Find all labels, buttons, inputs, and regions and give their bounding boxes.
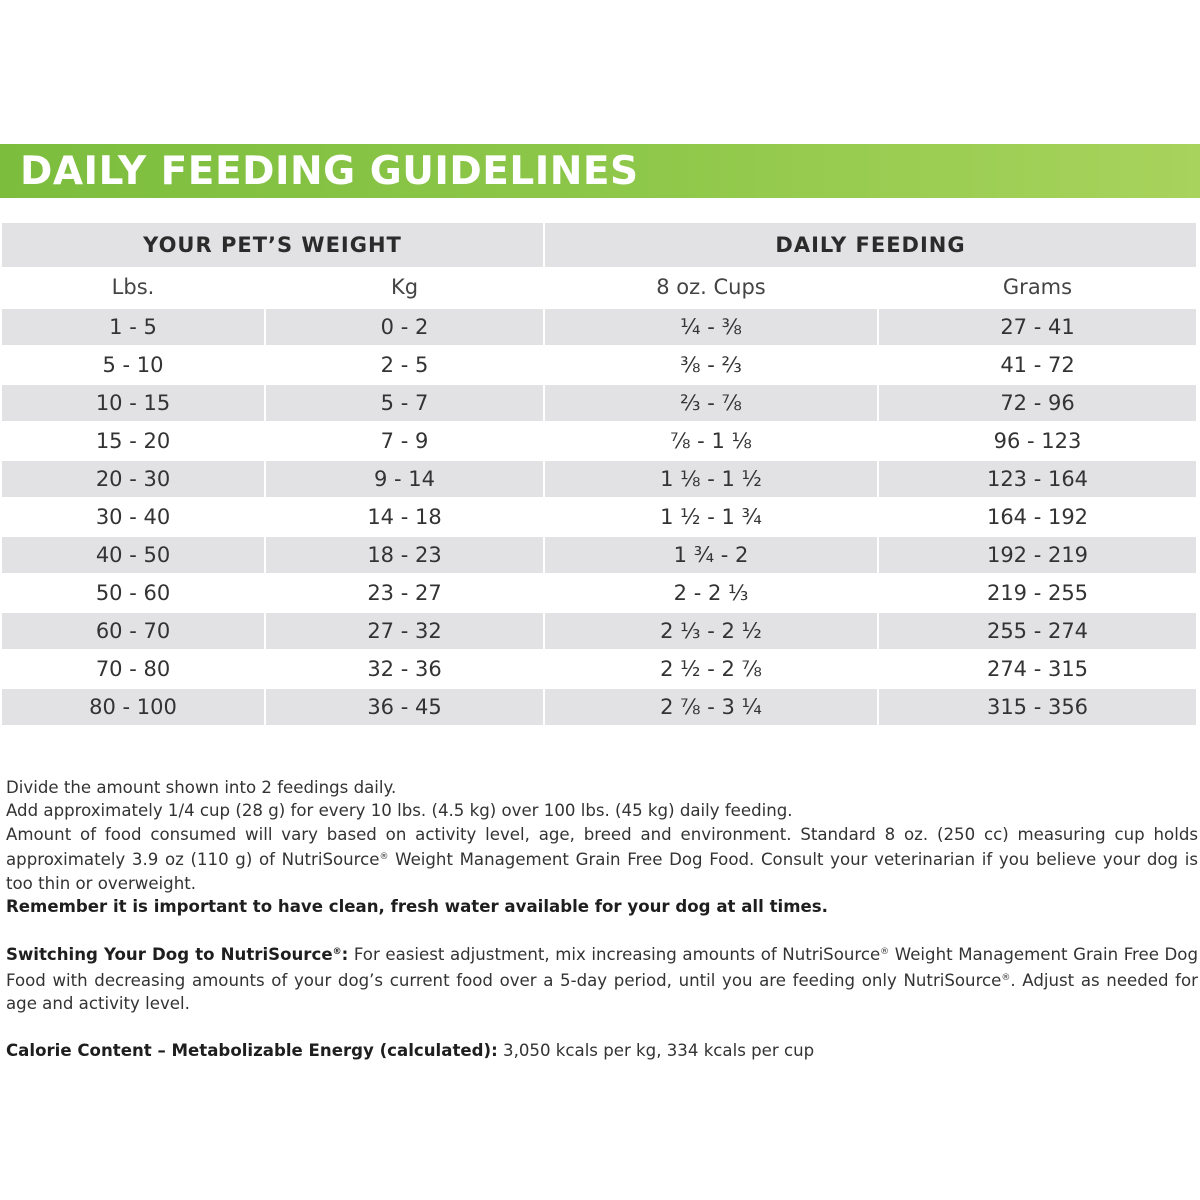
cell-grams: 72 - 96 bbox=[878, 384, 1196, 422]
note-add-amount: Add approximately 1/4 cup (28 g) for every 10 lbs. (4.5 kg) over 100 lbs. (45 kg) daily feeding. bbox=[6, 801, 793, 821]
cell-cups: 1 ½ - 1 ¾ bbox=[544, 498, 878, 536]
switching-label bbox=[6, 945, 348, 964]
note-calorie-content bbox=[6, 1039, 1198, 1062]
calorie-label: Calorie Content – Metabolizable Energy (calculated): bbox=[6, 1040, 498, 1060]
note-amount-text-b: Weight Management Grain Free Dog Food. Consult your veterinarian if you believe your dog is too thin or overweight. bbox=[6, 850, 1199, 893]
cell-cups: 2 - 2 ⅓ bbox=[544, 574, 878, 612]
col-header-kg: Kg bbox=[265, 267, 544, 308]
cell-grams: 192 - 219 bbox=[878, 536, 1196, 574]
cell-lbs: 30 - 40 bbox=[2, 498, 265, 536]
cell-grams: 274 - 315 bbox=[878, 650, 1196, 688]
cell-lbs: 60 - 70 bbox=[2, 612, 265, 650]
col-header-lbs: Lbs. bbox=[2, 267, 265, 308]
cell-lbs: 50 - 60 bbox=[2, 574, 265, 612]
switching-text-b: Weight Management Grain Free Dog Food with decreasing amounts of your dog’s current food over a 5-day period, until you are feeding only NutriSource bbox=[6, 945, 1198, 990]
note-amount-text-a: Amount of food consumed will vary based on activity level, age, breed and environment. Standard 8 oz. (250 cc) measuring cup holds approximately 3.9 oz (110 g) of NutriSource bbox=[6, 824, 1198, 870]
cell-grams: 219 - 255 bbox=[878, 574, 1196, 612]
table-row bbox=[2, 308, 1196, 346]
cell-kg: 18 - 23 bbox=[265, 536, 544, 574]
feeding-table-body bbox=[2, 223, 1196, 725]
column-header-row bbox=[2, 267, 1196, 308]
cell-grams: 164 - 192 bbox=[878, 498, 1196, 536]
cell-kg: 9 - 14 bbox=[265, 460, 544, 498]
registered-mark: ® bbox=[379, 852, 389, 863]
cell-grams: 27 - 41 bbox=[878, 308, 1196, 346]
cell-lbs: 1 - 5 bbox=[2, 308, 265, 346]
table-row bbox=[2, 346, 1196, 384]
cell-kg: 23 - 27 bbox=[265, 574, 544, 612]
water-reminder-text: Remember it is important to have clean, fresh water available for your dog at all times. bbox=[6, 897, 828, 917]
cell-cups: 1 ⅛ - 1 ½ bbox=[544, 460, 878, 498]
cell-cups: 2 ½ - 2 ⅞ bbox=[544, 650, 878, 688]
cell-kg: 14 - 18 bbox=[265, 498, 544, 536]
feeding-group-header: DAILY FEEDING bbox=[544, 223, 1196, 267]
cell-cups: ⅜ - ⅔ bbox=[544, 346, 878, 384]
calorie-value: 3,050 kcals per kg, 334 kcals per cup bbox=[497, 1040, 815, 1060]
cell-lbs: 5 - 10 bbox=[2, 346, 265, 384]
cell-grams: 96 - 123 bbox=[878, 422, 1196, 460]
cell-kg: 27 - 32 bbox=[265, 612, 544, 650]
cell-lbs: 80 - 100 bbox=[2, 688, 265, 725]
cell-grams: 255 - 274 bbox=[878, 612, 1196, 650]
registered-mark: ® bbox=[880, 947, 890, 958]
feeding-notes bbox=[6, 776, 1198, 1062]
cell-grams: 315 - 356 bbox=[878, 688, 1196, 725]
cell-cups: ¼ - ⅜ bbox=[544, 308, 878, 346]
weight-group-header: YOUR PET’S WEIGHT bbox=[2, 223, 544, 267]
table-row bbox=[2, 612, 1196, 650]
cell-lbs: 20 - 30 bbox=[2, 460, 265, 498]
group-header-row bbox=[2, 223, 1196, 267]
cell-cups: 2 ⅓ - 2 ½ bbox=[544, 612, 878, 650]
cell-cups: ⅔ - ⅞ bbox=[544, 384, 878, 422]
feeding-table bbox=[2, 223, 1196, 725]
switching-text-c: . Adjust as needed for age and activity level. bbox=[6, 970, 1198, 1014]
switching-colon: : bbox=[341, 945, 349, 965]
cell-lbs: 40 - 50 bbox=[2, 536, 265, 574]
note-switching bbox=[6, 941, 1198, 1015]
note-water-reminder bbox=[6, 895, 1198, 918]
table-row bbox=[2, 498, 1196, 536]
table-row bbox=[2, 460, 1196, 498]
switching-label-text: Switching Your Dog to NutriSource bbox=[6, 945, 333, 965]
table-row bbox=[2, 574, 1196, 612]
cell-kg: 0 - 2 bbox=[265, 308, 544, 346]
cell-kg: 32 - 36 bbox=[265, 650, 544, 688]
registered-mark: ® bbox=[1001, 972, 1011, 983]
title-banner bbox=[0, 144, 1200, 198]
cell-lbs: 15 - 20 bbox=[2, 422, 265, 460]
table-row bbox=[2, 650, 1196, 688]
note-divide: Divide the amount shown into 2 feedings daily. bbox=[6, 778, 397, 797]
page-title: DAILY FEEDING GUIDELINES bbox=[20, 149, 639, 194]
table-row bbox=[2, 688, 1196, 725]
cell-grams: 123 - 164 bbox=[878, 460, 1196, 498]
switching-text-a: For easiest adjustment, mix increasing amounts of NutriSource bbox=[348, 945, 881, 965]
cell-kg: 5 - 7 bbox=[265, 384, 544, 422]
spacer bbox=[6, 918, 1198, 941]
table-row bbox=[2, 422, 1196, 460]
cell-cups: 1 ¾ - 2 bbox=[544, 536, 878, 574]
cell-lbs: 10 - 15 bbox=[2, 384, 265, 422]
col-header-cups: 8 oz. Cups bbox=[544, 267, 878, 308]
cell-kg: 36 - 45 bbox=[265, 688, 544, 725]
note-amount-varies bbox=[6, 823, 1198, 895]
table-row bbox=[2, 536, 1196, 574]
cell-grams: 41 - 72 bbox=[878, 346, 1196, 384]
cell-kg: 7 - 9 bbox=[265, 422, 544, 460]
registered-mark: ® bbox=[332, 947, 342, 958]
cell-cups: 2 ⅞ - 3 ¼ bbox=[544, 688, 878, 725]
table-row bbox=[2, 384, 1196, 422]
col-header-grams: Grams bbox=[878, 267, 1196, 308]
spacer bbox=[6, 1016, 1198, 1039]
cell-cups: ⅞ - 1 ⅛ bbox=[544, 422, 878, 460]
cell-kg: 2 - 5 bbox=[265, 346, 544, 384]
cell-lbs: 70 - 80 bbox=[2, 650, 265, 688]
